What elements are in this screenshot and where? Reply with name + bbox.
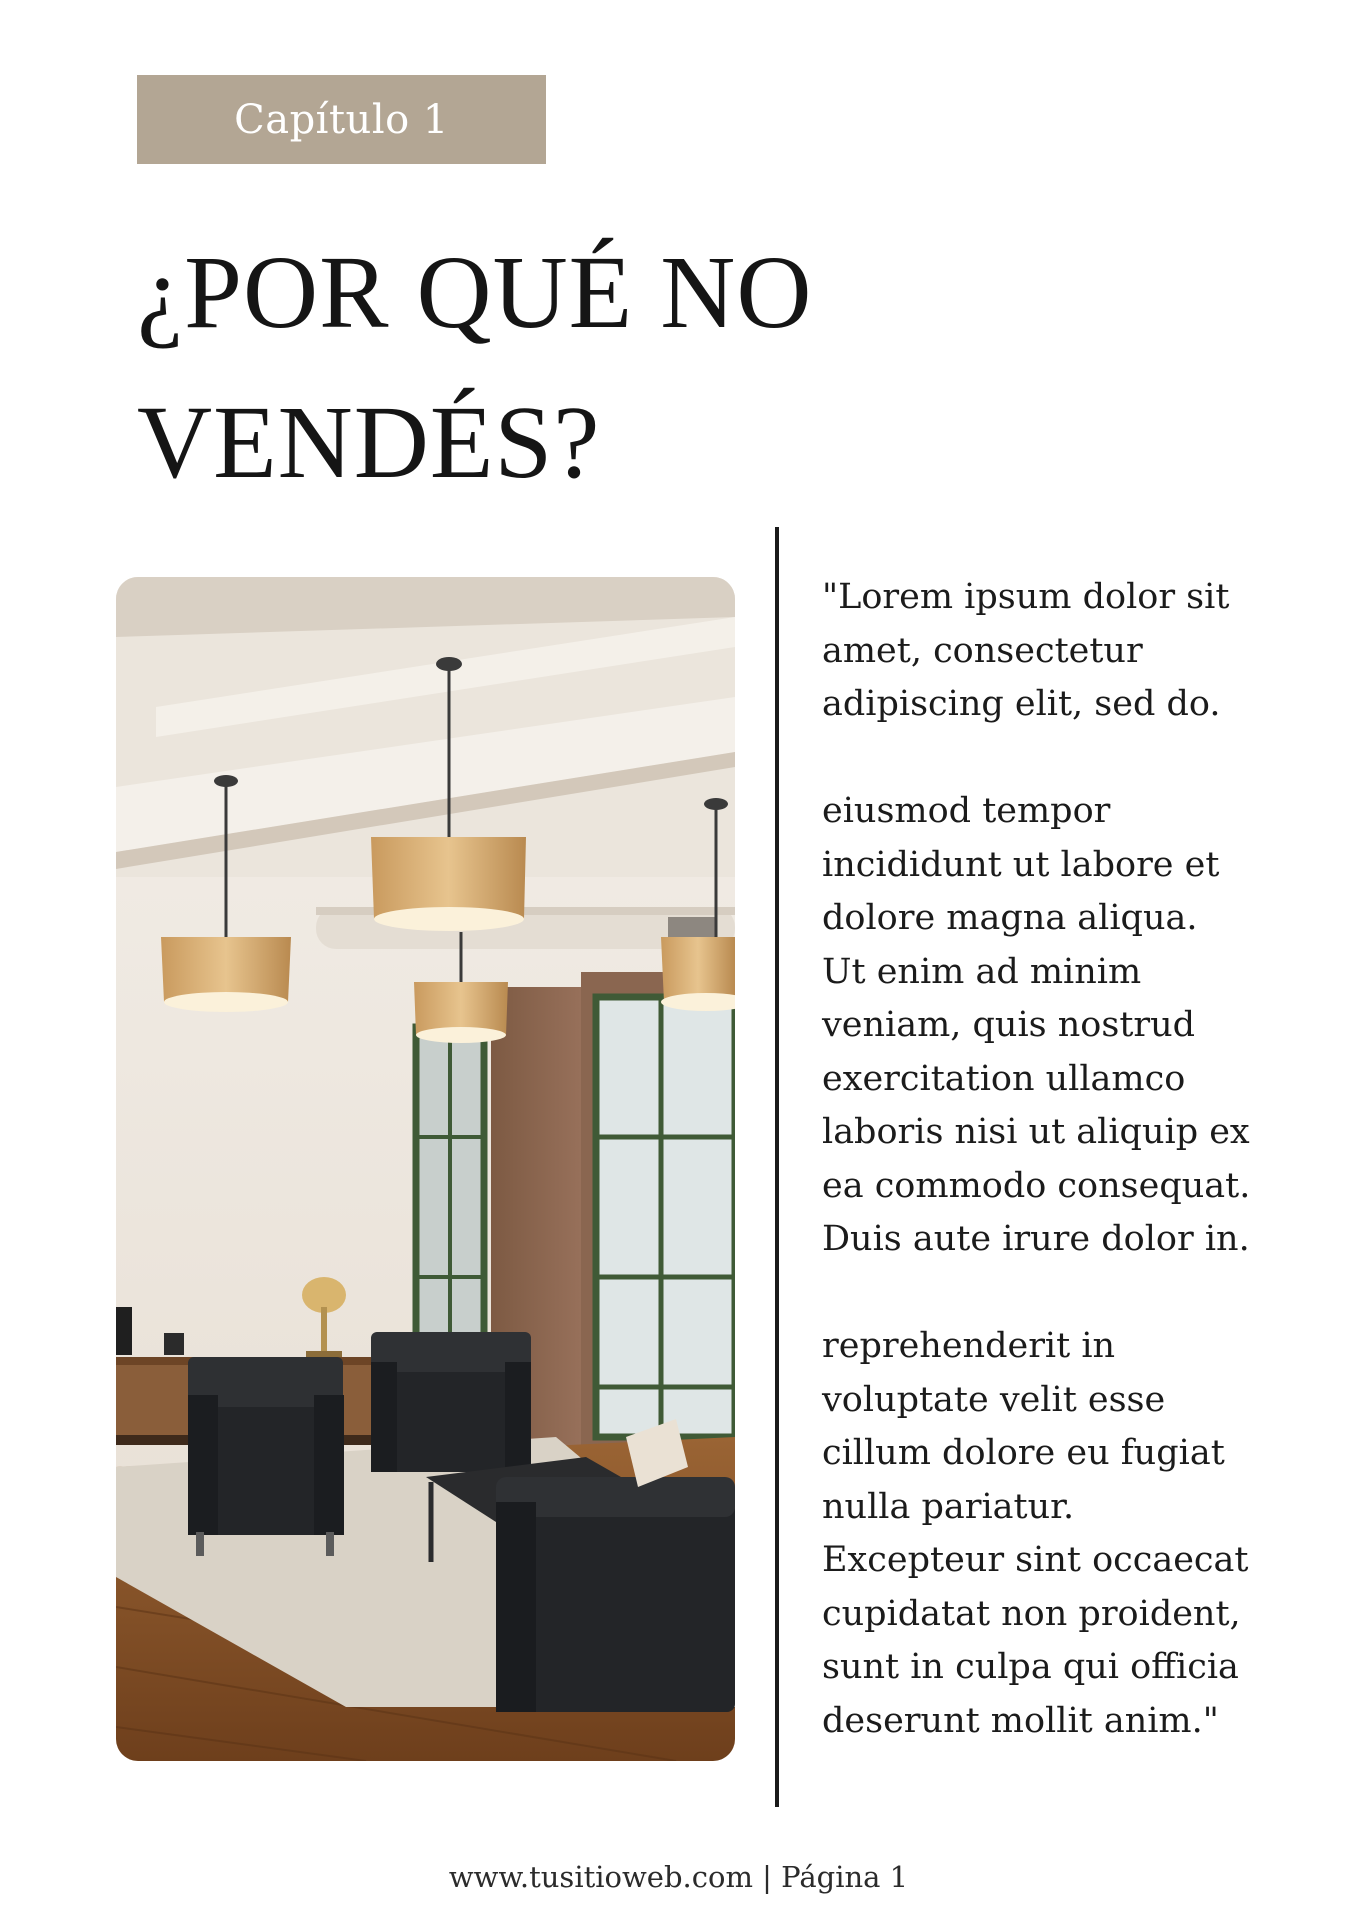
paragraph-2: eiusmod tempor incididunt ut labore et dolore magna aliqua. Ut enim ad minim veniam, quis nostrud exercitation ullamco laboris nisi ut aliquip ex ea commodo consequat. Duis aute irure dolor in. <box>822 791 1251 1259</box>
interior-photo <box>116 577 735 1761</box>
chapter-badge <box>137 75 546 164</box>
chapter-label: Capítulo 1 <box>234 96 449 143</box>
body-text <box>822 571 1252 1748</box>
page-title <box>137 218 897 518</box>
paragraph-3: reprehenderit in voluptate velit esse cillum dolore eu fugiat nulla pariatur. Excepteur sint occaecat cupidatat non proident, sunt in culpa qui officia deserunt mollit anim." <box>822 1326 1249 1741</box>
paragraph-1: "Lorem ipsum dolor sit amet, consectetur adipiscing elit, sed do. <box>822 577 1230 724</box>
title-line-1: ¿POR QUÉ NO <box>137 235 813 350</box>
page-footer: www.tusitioweb.com | Página 1 <box>448 1860 909 1894</box>
title-line-2: VENDÉS? <box>137 385 601 500</box>
vertical-divider <box>775 527 779 1807</box>
